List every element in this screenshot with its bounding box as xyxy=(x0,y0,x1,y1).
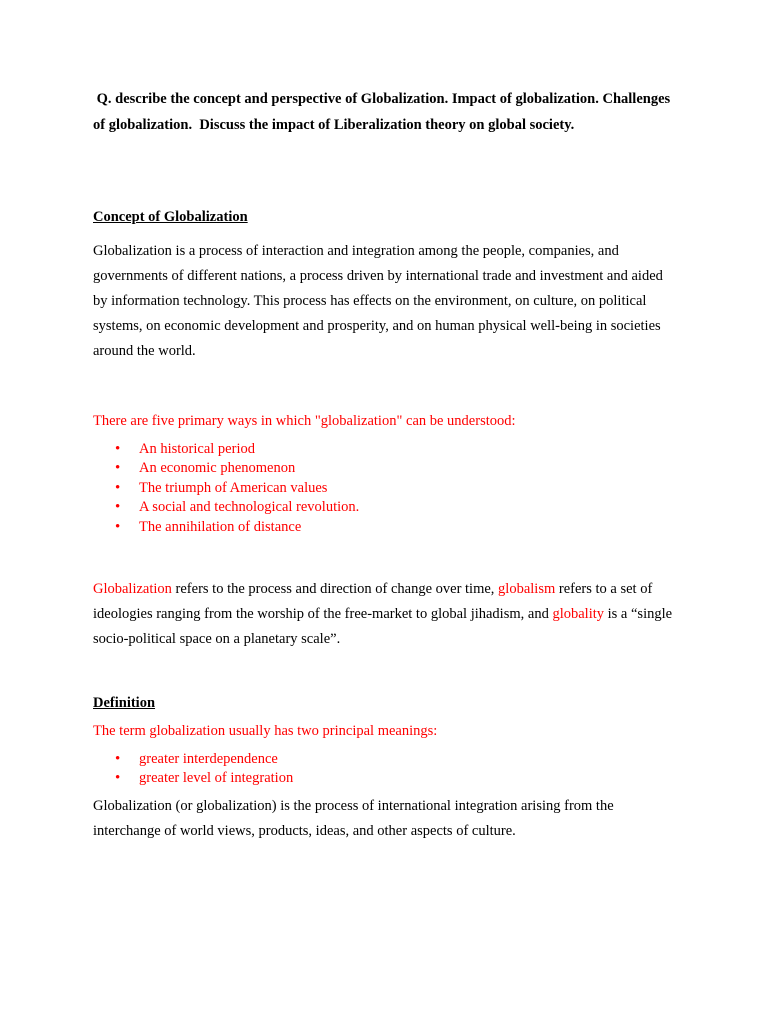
definition-list xyxy=(93,750,293,789)
definition-heading: Definition xyxy=(93,695,156,711)
term-globalism: globalism xyxy=(498,581,556,597)
list-item: • greater interdependence xyxy=(93,750,293,769)
list-item: • An historical period xyxy=(93,440,359,459)
question-text: Q. describe the concept and perspective of Globalization. Impact of globalization. Challenges of globalization. Discuss the impact of Liberalization theory on global society. xyxy=(93,91,674,133)
ways-intro: There are five primary ways in which "globalization" can be understood: xyxy=(93,413,516,429)
terms-text-3: is a “single socio-political space on a planetary scale”. xyxy=(93,606,673,647)
definition-intro: The term globalization usually has two principal meanings: xyxy=(93,723,438,739)
list-item: • greater level of integration xyxy=(93,769,293,788)
ways-list xyxy=(93,440,359,537)
list-item: • A social and technological revolution. xyxy=(93,498,359,517)
definition-paragraph: Globalization (or globalization) is the process of international integration arising from the interchange of world views, products, ideas, and other aspects of culture. xyxy=(93,798,614,839)
concept-heading: Concept of Globalization xyxy=(93,209,248,225)
term-globality: globality xyxy=(552,606,605,622)
terms-paragraph xyxy=(93,577,678,652)
list-item: • An economic phenomenon xyxy=(93,459,359,478)
terms-text-1: refers to the process and direction of change over time, xyxy=(171,581,499,597)
concept-paragraph: Globalization is a process of interaction and integration among the people, companies, and governments of different nations, a process driven by international trade and investment and aided by information technology. This process has effects on the environment, on culture, on political systems, on economic development and prosperity, and on human physical well-being in societies around the world. xyxy=(93,243,663,359)
term-globalization: Globalization xyxy=(93,581,172,597)
list-item: • The annihilation of distance xyxy=(93,518,359,537)
terms-text-2: refers to a set of ideologies ranging from the worship of the free-market to global jihadism, and xyxy=(93,581,653,622)
list-item: • The triumph of American values xyxy=(93,479,359,498)
